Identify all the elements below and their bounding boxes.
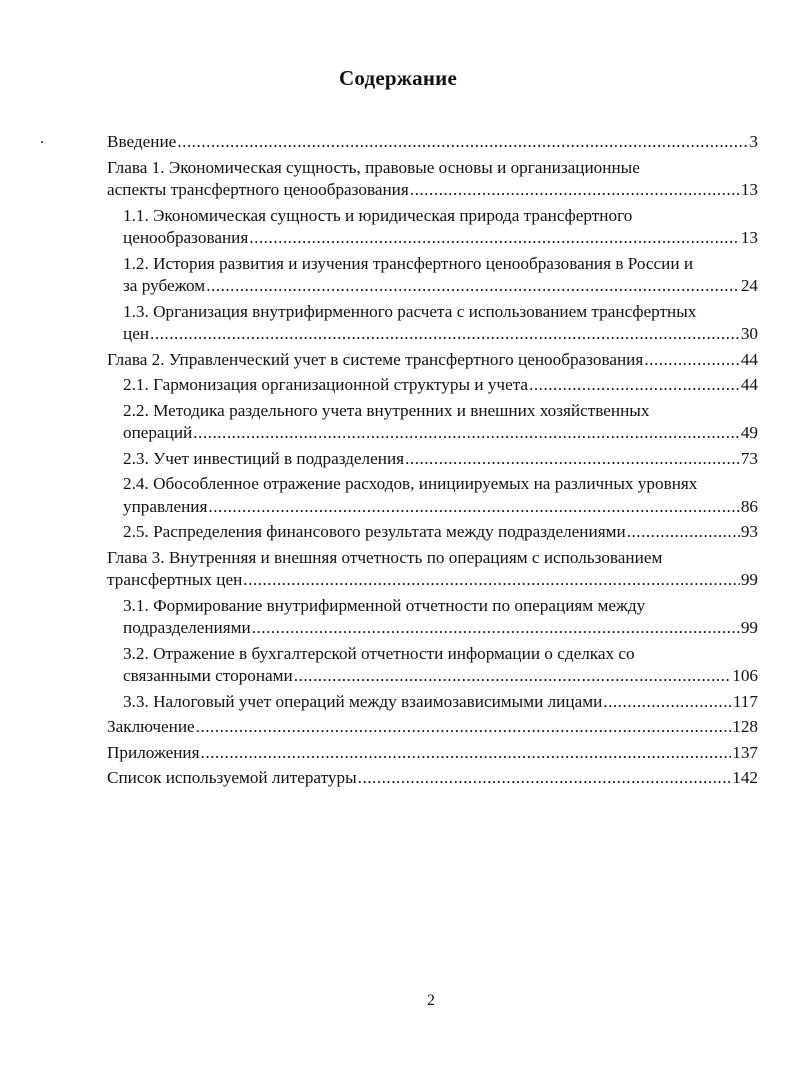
toc-page-number: 117	[732, 691, 758, 711]
toc-entry[interactable]	[107, 521, 758, 544]
toc-entry[interactable]	[107, 400, 758, 445]
toc-entry[interactable]	[107, 448, 758, 471]
toc-entry[interactable]	[107, 157, 758, 202]
toc-entry-title-line: управления	[123, 496, 208, 516]
toc-entry-title-line: 2.3. Учет инвестиций в подразделения	[123, 448, 405, 468]
dot-leader	[603, 691, 732, 714]
toc-entry-title-line: 2.2. Методика раздельного учета внутренних и внешних хозяйственных	[123, 400, 650, 420]
toc-page-number: 24	[740, 276, 758, 295]
table-of-contents	[107, 131, 758, 793]
dot-leader	[208, 496, 739, 519]
toc-entry-title-line: 2.1. Гармонизация организационной структуры и учета	[123, 375, 529, 394]
toc-entry-title-line: Приложения	[107, 742, 200, 762]
toc-entry-title-line: 2.5. Распределения финансового результата между подразделениями	[123, 522, 626, 541]
toc-entry-title-line: 2.4. Обособленное отражение расходов, инициируемых на различных уровнях	[123, 474, 698, 493]
toc-entry[interactable]	[107, 691, 758, 714]
toc-entry-title-line: цен	[123, 324, 150, 343]
toc-entry[interactable]	[107, 205, 758, 250]
toc-entry-title-line: Заключение	[107, 717, 195, 736]
toc-entry[interactable]	[107, 253, 758, 298]
toc-page-number: 44	[740, 349, 758, 369]
toc-page-number: 128	[732, 717, 758, 736]
toc-entry[interactable]	[107, 473, 758, 518]
toc-page-number: 137	[732, 742, 758, 762]
toc-entry-title-line: Глава 3. Внутренняя и внешняя отчетность по операциям с использованием	[107, 547, 663, 567]
dot-leader	[193, 422, 740, 445]
toc-entry-title-line: 3.3. Налоговый учет операций между взаимозависимыми лицами	[123, 691, 603, 711]
dot-leader	[644, 349, 740, 372]
page-title: Содержание	[339, 66, 457, 90]
scan-speck	[41, 141, 43, 143]
dot-leader	[177, 131, 748, 154]
toc-entry[interactable]	[107, 716, 758, 739]
dot-leader	[252, 617, 740, 640]
toc-page-number: 142	[732, 768, 758, 787]
toc-page-number: 106	[732, 666, 758, 685]
toc-entry[interactable]	[107, 301, 758, 346]
dot-leader	[294, 665, 731, 688]
toc-entry-title-line: аспекты трансфертного ценообразования	[107, 180, 409, 199]
toc-page-number: 86	[740, 496, 758, 516]
toc-entry-title-line: 1.2. История развития и изучения трансфертного ценообразования в России и	[123, 253, 694, 273]
toc-entry-title-line: 3.2. Отражение в бухгалтерской отчетности информации о сделках со	[123, 643, 635, 663]
toc-entry-title-line: Список используемой литературы	[107, 768, 357, 787]
dot-leader	[196, 716, 732, 739]
toc-entry-title-line: трансфертных цен	[107, 570, 243, 589]
toc-entry-title-line: 1.1. Экономическая сущность и юридическая природа трансфертного	[123, 205, 633, 225]
toc-entry-title-line: операций	[123, 423, 193, 442]
dot-leader	[249, 227, 740, 250]
dot-leader	[627, 521, 740, 544]
toc-page-number: 13	[740, 180, 758, 199]
page-number: 2	[427, 992, 435, 1009]
dot-leader	[201, 742, 732, 765]
toc-entry[interactable]	[107, 643, 758, 688]
dot-leader	[243, 569, 740, 592]
toc-entry[interactable]	[107, 374, 758, 397]
toc-entry-title-line: подразделениями	[123, 618, 251, 637]
toc-page-number: 99	[740, 618, 758, 637]
toc-entry-title-line: Глава 2. Управленческий учет в системе трансфертного ценообразования	[107, 349, 644, 369]
toc-page-number: 99	[740, 570, 758, 589]
dot-leader	[405, 448, 740, 471]
toc-page-number: 13	[740, 228, 758, 247]
toc-entry-title-line: 1.3. Организация внутрифирменного расчета с использованием трансфертных	[123, 301, 697, 321]
toc-entry-title-line: Глава 1. Экономическая сущность, правовые основы и организационные	[107, 157, 640, 177]
toc-entry-title-line: связанными сторонами	[123, 666, 293, 685]
toc-entry-title-line: 3.1. Формирование внутрифирменной отчетности по операциям между	[123, 595, 646, 615]
dot-leader	[358, 767, 732, 790]
dot-leader	[150, 323, 740, 346]
dot-leader	[529, 374, 740, 397]
toc-page-number: 3	[749, 132, 758, 151]
toc-entry[interactable]	[107, 547, 758, 592]
toc-page-number: 49	[740, 423, 758, 442]
toc-entry[interactable]	[107, 742, 758, 765]
toc-entry[interactable]	[107, 349, 758, 372]
toc-entry[interactable]	[107, 595, 758, 640]
toc-entry-title-line: ценообразования	[123, 228, 249, 247]
toc-entry[interactable]	[107, 767, 758, 790]
toc-page-number: 30	[740, 324, 758, 343]
toc-entry[interactable]	[107, 131, 758, 154]
toc-entry-title-line: за рубежом	[123, 276, 206, 295]
toc-page-number: 93	[740, 522, 758, 541]
toc-page-number: 73	[740, 448, 758, 468]
toc-entry-title-line: Введение	[107, 132, 177, 151]
dot-leader	[206, 275, 740, 298]
dot-leader	[410, 179, 740, 202]
toc-page-number: 44	[740, 375, 758, 394]
